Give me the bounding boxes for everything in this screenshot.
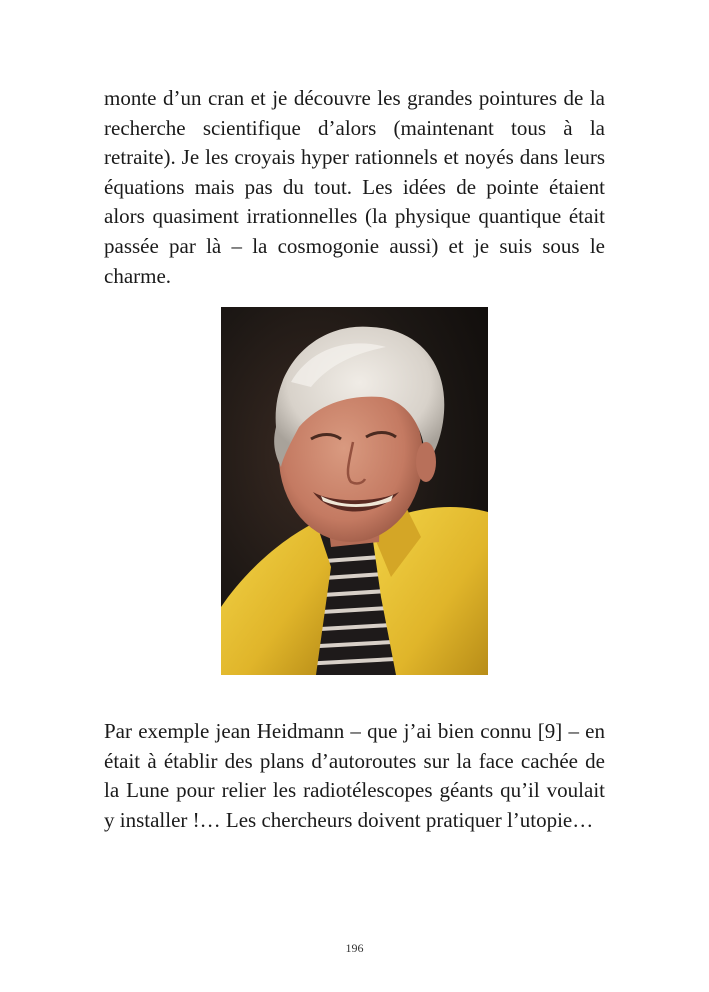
portrait-photo [221, 307, 488, 675]
paragraph-intro: monte d’un cran et je découvre les grandes pointures de la recherche scientifique d’alors (maintenant tous à la retraite). Je les croyais hyper rationnels et noyés dans leurs équations mais pas du tout. Les idées de pointe étaient alors quasiment irrationnelles (la physique quantique était passée par là – la cosmogonie aussi) et je suis sous le charme. [104, 86, 605, 288]
ear [416, 442, 436, 482]
page-number: 196 [345, 941, 364, 955]
paragraph-heidmann: Par exemple jean Heidmann – que j’ai bien connu [9] – en était à établir des plans d’autoroutes sur la face cachée de la Lune pour relier les radiotélescopes géants qu’il voulait y installer !… Les chercheurs doivent pratiquer l’utopie… [104, 719, 605, 832]
